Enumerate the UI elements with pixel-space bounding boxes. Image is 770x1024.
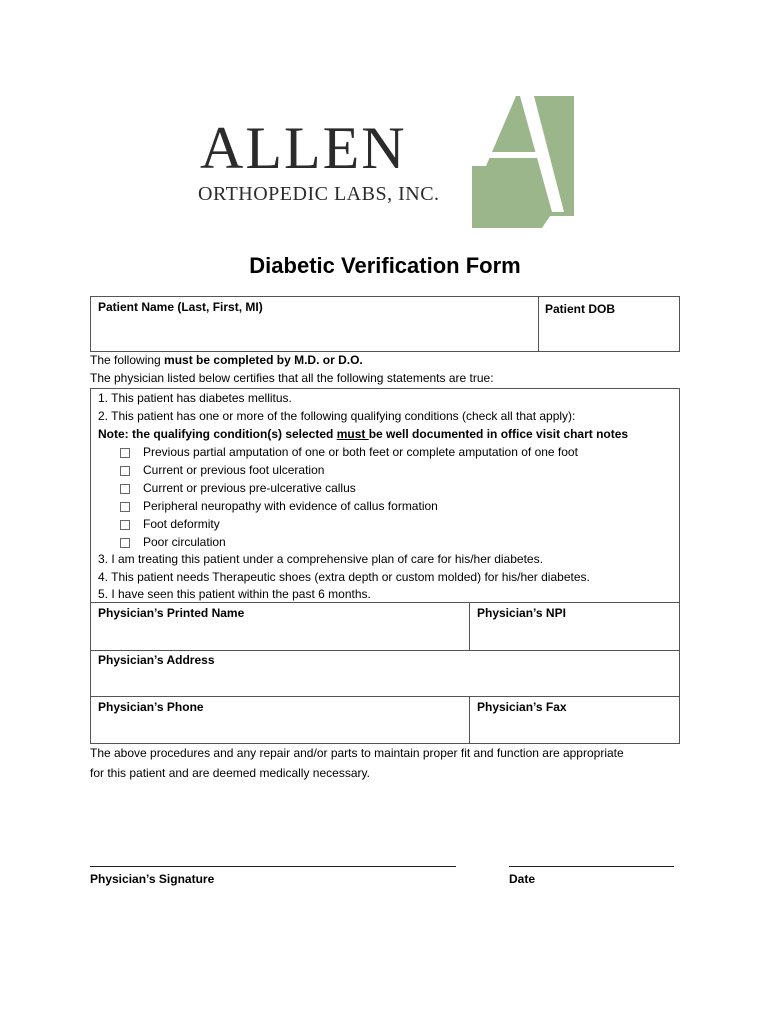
logo-wordmark: ALLEN (200, 115, 407, 181)
physician-address-label: Physician’s Address (98, 653, 215, 667)
patient-name-label: Patient Name (Last, First, MI) (98, 300, 263, 314)
note-prefix: Note: the qualifying condition(s) selected (98, 427, 337, 441)
statement-1: 1. This patient has diabetes mellitus. (98, 391, 292, 405)
condition-label: Current or previous foot ulceration (143, 463, 325, 477)
date-label: Date (509, 872, 536, 886)
intro-bold: must be completed by M.D. or D.O. (164, 353, 363, 367)
intro-line (90, 353, 363, 367)
condition-label: Previous partial amputation of one or both feet or complete amputation of one foot (143, 445, 578, 459)
condition-checkbox[interactable] (120, 538, 130, 548)
statement-3: 3. I am treating this patient under a comprehensive plan of care for his/her diabetes. (98, 552, 543, 566)
condition-checkbox[interactable] (120, 520, 130, 530)
signature-line[interactable] (90, 866, 456, 867)
intro-prefix: The following (90, 353, 165, 367)
condition-checkbox[interactable] (120, 448, 130, 458)
statement-2: 2. This patient has one or more of the following qualifying conditions (check all that apply): (98, 409, 576, 423)
note-line (98, 427, 628, 441)
patient-dob-label: Patient DOB (545, 302, 616, 316)
condition-checkbox[interactable] (120, 502, 130, 512)
logo-subtitle: ORTHOPEDIC LABS, INC. (198, 183, 440, 205)
condition-label: Peripheral neuropathy with evidence of callus formation (143, 499, 438, 513)
note-suffix: be well documented in office visit chart notes (368, 427, 629, 441)
note-emphasis: must (336, 427, 369, 441)
physician-phone-label: Physician’s Phone (98, 700, 204, 714)
form-title: Diabetic Verification Form (249, 253, 521, 278)
closing-line: The above procedures and any repair and/or parts to maintain proper fit and function are appropriate (90, 746, 624, 760)
condition-label: Foot deformity (143, 517, 220, 531)
company-logo (196, 96, 576, 230)
condition-label: Current or previous pre-ulcerative callus (143, 481, 356, 495)
condition-checkbox[interactable] (120, 466, 130, 476)
signature-label: Physician’s Signature (90, 872, 215, 886)
condition-label: Poor circulation (143, 535, 226, 549)
date-line[interactable] (509, 866, 674, 867)
condition-checkbox[interactable] (120, 484, 130, 494)
certify-line: The physician listed below certifies that all the following statements are true: (90, 371, 494, 385)
allen-a-logo-icon (472, 96, 574, 228)
physician-npi-label: Physician’s NPI (477, 606, 566, 620)
closing-line: for this patient and are deemed medically necessary. (90, 766, 370, 780)
physician-fax-label: Physician’s Fax (477, 700, 567, 714)
statement-5: 5. I have seen this patient within the past 6 months. (98, 587, 371, 601)
statement-4: 4. This patient needs Therapeutic shoes (extra depth or custom molded) for his/her diabetes. (98, 570, 590, 584)
physician-name-label: Physician’s Printed Name (98, 606, 245, 620)
